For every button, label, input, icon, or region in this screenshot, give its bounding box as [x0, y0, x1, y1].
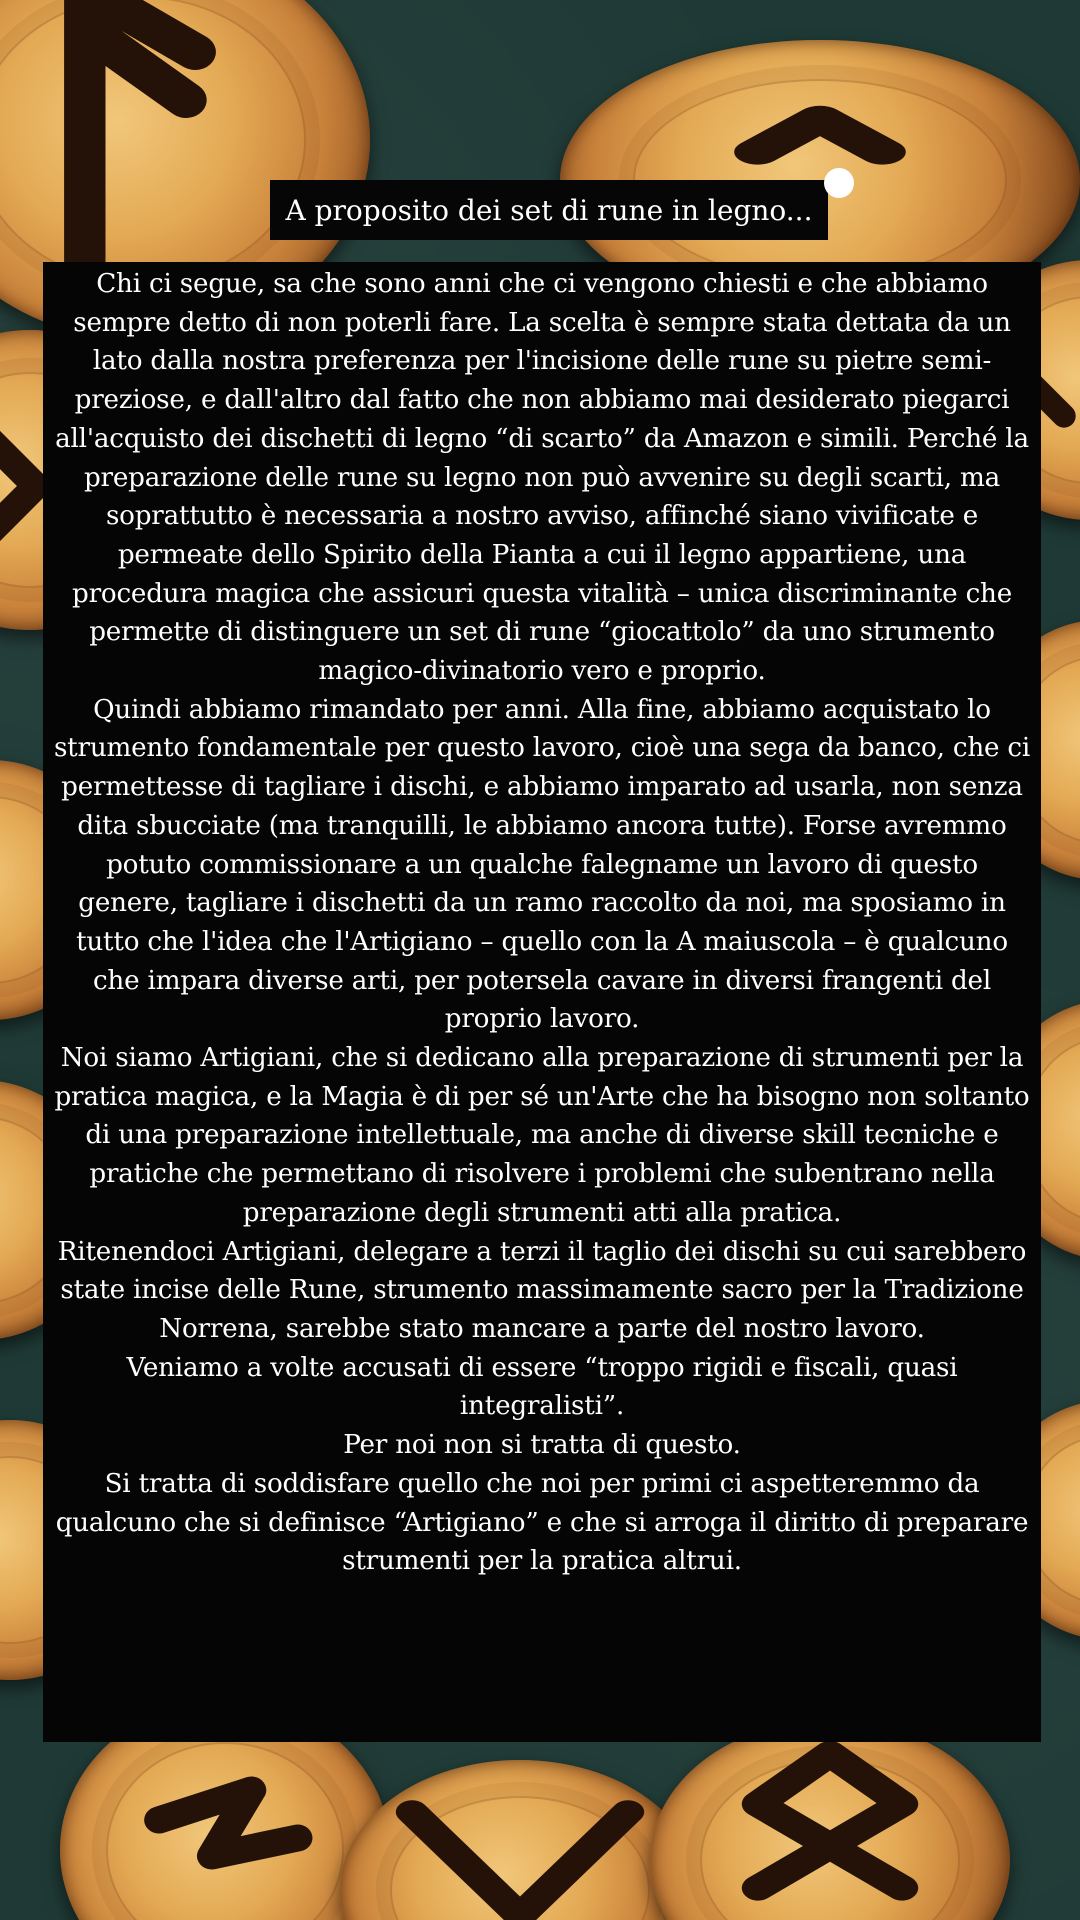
rune-othala-icon: [650, 1720, 1010, 1920]
headline-text: A proposito dei set di rune in legno...: [285, 193, 813, 227]
paragraph-1: Chi ci segue, sa che sono anni che ci vengono chiesti e che abbiamo sempre detto di non poterli fare. La scelta è sempre stata dettata da un lato dalla nostra preferenza per l'incisione delle rune su pietre semi-preziose, e dall'altro dal fatto che non abbiamo mai desiderato piegarci all'acquisto dei dischetti di legno “di scarto” da Amazon e simili. Perché la preparazione delle rune su legno non può avvenire su degli scarti, ma soprattutto è necessaria a nostro avviso, affinché siano vivificate e permeate dello Spirito della Pianta a cui il legno appartiene, una procedura magica che assicuri questa vitalità – unica discriminante che permette di distinguere un set di rune “giocattolo” da uno strumento magico-divinatorio vero e proprio.: [55, 269, 1029, 687]
body-text-panel: [43, 262, 1041, 1742]
paragraph-4: Ritenendoci Artigiani, delegare a terzi il taglio dei dischi su cui sarebbero state incise delle Rune, strumento massimamente sacro per la Tradizione Norrena, sarebbe stato mancare a parte del nostro lavoro.: [57, 1236, 1027, 1344]
paragraph-3: Noi siamo Artigiani, che si dedicano alla preparazione di strumenti per la pratica magica, e la Magia è di per sé un'Arte che ha bisogno non soltanto di una preparazione intellettuale, ma anche di diverse skill tecniche e pratiche che permettano di risolvere i problemi che subentrano nella preparazione degli strumenti atti alla pratica.: [54, 1043, 1030, 1228]
headline-banner: [270, 180, 828, 240]
rune-ehwaz-icon: [340, 1760, 700, 1920]
paragraph-2: Quindi abbiamo rimandato per anni. Alla fine, abbiamo acquistato lo strumento fondamentale per questo lavoro, cioè una sega da banco, che ci permettesse di tagliare i dischi, e abbiamo imparato ad usarla, non senza dita sbucciate (ma tranquilli, le abbiamo ancora tutte). Forse avremmo potuto commissionare a un qualche falegname un lavoro di questo genere, tagliare i dischetti da un ramo raccolto da noi, ma sposiamo in tutto che l'idea che l'Artigiano – quello con la A maiuscola – è qualcuno che impara diverse arti, per potersela cavare in diversi frangenti del proprio lavoro.: [53, 694, 1031, 1035]
paragraph-6: Per noi non si tratta di questo.: [343, 1430, 741, 1461]
white-dot-icon: [824, 168, 854, 198]
paragraph-7: Si tratta di soddisfare quello che noi per primi ci aspetteremmo da qualcuno che si definisce “Artigiano” e che si arroga il diritto di preparare strumenti per la pratica altrui.: [55, 1468, 1029, 1577]
paragraph-5: Veniamo a volte accusati di essere “troppo rigidi e fiscali, quasi integralisti”.: [126, 1352, 958, 1422]
rune-disc-bottom-center: [340, 1760, 700, 1920]
rune-disc-bottom-right: [650, 1720, 1010, 1920]
